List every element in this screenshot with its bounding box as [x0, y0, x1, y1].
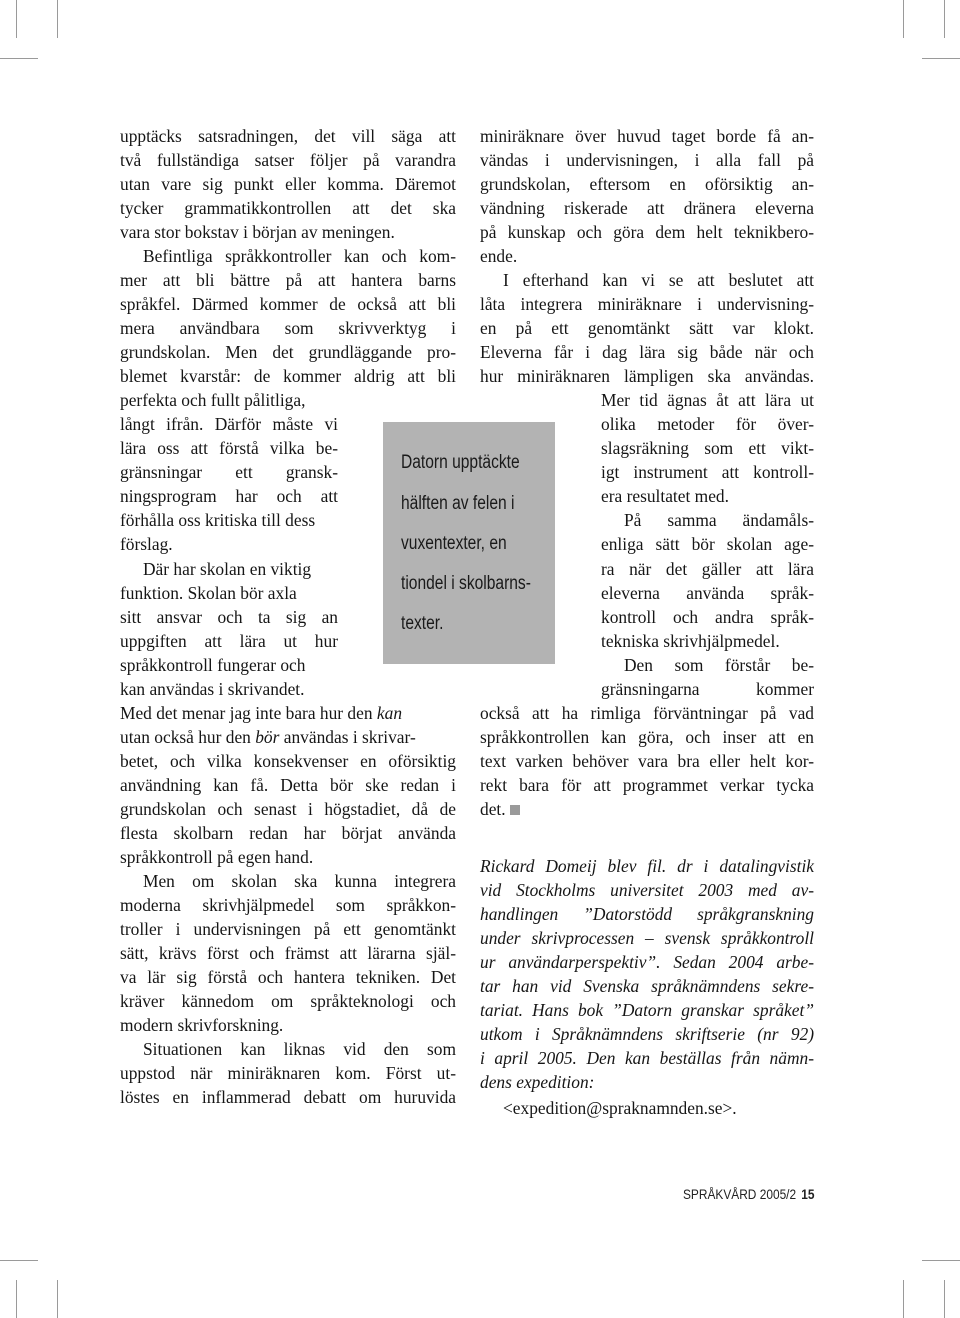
publication-name: SPRÅKVÅRD 2005/2 — [683, 1186, 797, 1202]
body-text-line: på kunskap och göra dem helt teknikbero- — [480, 222, 814, 242]
body-text-line: modern skrivforskning. — [120, 1015, 284, 1035]
pull-quote-line: hälften av felen i — [401, 493, 515, 514]
page-footer — [683, 1186, 814, 1202]
text-run: utan också hur den — [120, 727, 251, 747]
bio-line: i april 2005. Den kan beställas från nämn- — [480, 1048, 814, 1068]
bio-line: under skrivprocessen – svensk språkkontroll — [480, 928, 814, 948]
body-text-line: hur miniräknaren lämpligen ska användas. — [480, 366, 814, 386]
body-text-line: Den som förstår be- — [624, 655, 814, 675]
crop-mark — [16, 0, 17, 38]
text-run: Med det menar jag inte bara hur den — [120, 703, 373, 723]
pull-quote-line: vuxentexter, en — [401, 533, 507, 554]
body-text-line: låta integrera miniräknare i undervisning- — [480, 294, 814, 314]
bio-line: handlingen ”Datorstödd språkgranskning — [480, 904, 814, 924]
body-text-line: Befintliga språkkontroller kan och kom- — [143, 246, 456, 266]
text-run: det. — [480, 799, 506, 819]
crop-mark — [16, 1280, 17, 1318]
pull-quote-box — [383, 422, 555, 664]
body-text-line: mera användbara som skrivverktyg i — [120, 318, 456, 338]
page-number: 15 — [801, 1186, 815, 1202]
body-text-line: betet, och vilka konsekvenser en oförsiktig — [120, 751, 456, 771]
crop-mark — [903, 0, 904, 38]
bio-line: tar han vid Svenska språknämndens sekre- — [480, 976, 814, 996]
body-text-line: ende. — [480, 246, 518, 266]
body-text-line: grundskolan och senast i högstadiet, då de — [120, 799, 456, 819]
bio-line: Rickard Domeij blev fil. dr i datalingvistik — [480, 856, 814, 876]
body-text-line: slagsräkning som ett vikt- — [601, 438, 814, 458]
body-text-line: uppstod när miniräknaren kom. Först ut- — [120, 1063, 456, 1083]
body-text-line: upptäcks satsradningen, det vill säga att — [120, 126, 456, 146]
body-text-line — [120, 701, 402, 725]
body-text-line: språkkontrollen kan göra, och inser att en — [480, 727, 814, 747]
body-text-line — [120, 725, 416, 749]
crop-mark — [944, 1280, 945, 1318]
body-text-line: ningsprogram har och att — [120, 486, 338, 506]
body-text-line: era resultatet med. — [601, 486, 729, 506]
body-text-line: mer att bli bättre på att hantera barns — [120, 270, 456, 290]
body-text-line: grundskolan. Men det grundläggande pro- — [120, 342, 456, 362]
body-text-line: rekt bara för att programmet verkar tycka — [480, 775, 814, 795]
crop-mark — [944, 0, 945, 38]
body-text-line: förslag. — [120, 534, 173, 554]
body-text-line: kräver kännedom om språkteknologi och — [120, 991, 456, 1011]
emphasis-text: kan — [376, 703, 403, 723]
body-text-line: troller i undervisningen på ett genomtänkt — [120, 919, 456, 939]
body-text-line: två fullständiga satser följer på varandra — [120, 150, 456, 170]
body-text-line: På samma ändamåls- — [624, 510, 814, 530]
body-text-line: Där har skolan en viktig — [143, 559, 312, 579]
crop-mark — [0, 58, 38, 59]
body-text-line: funktion. Skolan bör axla — [120, 583, 297, 603]
body-text-line: blemet kvarstår: de kommer aldrig att bli — [120, 366, 456, 386]
pull-quote-line: texter. — [401, 613, 444, 634]
crop-mark — [922, 1260, 960, 1261]
body-text-line: grundskolan, eftersom en oförsiktig an- — [480, 174, 814, 194]
body-text-line: vara stor bokstav i början av meningen. — [120, 222, 395, 242]
text-run: användas i skrivar- — [283, 727, 416, 747]
body-text-line: en på ett genomtänkt sätt var klokt. — [480, 318, 814, 338]
body-text-line: språkkontroll fungerar och — [120, 655, 306, 675]
end-mark-icon — [510, 805, 520, 815]
body-text-line: uppgiften att lära ut hur — [120, 631, 338, 651]
body-text-line: Situationen kan liknas vid den som — [143, 1039, 456, 1059]
crop-mark — [57, 0, 58, 38]
body-text-line: va lär sig förstå och hantera tekniken. Det — [120, 967, 456, 987]
emphasis-text: bör — [255, 727, 280, 747]
crop-mark — [903, 1280, 904, 1318]
body-text-line: Men om skolan ska kunna integrera — [143, 871, 456, 891]
bio-line: dens expedition: — [480, 1072, 595, 1092]
body-text-line: flesta skolbarn redan har börjat använda — [120, 823, 456, 843]
body-text-line: vändas i undervisningen, i alla fall på — [480, 150, 814, 170]
body-text-line: språkfel. Därmed kommer de också att bli — [120, 294, 456, 314]
bio-line: tariat. Hans bok ”Datorn granskar språket” — [480, 1000, 814, 1020]
body-text-line: Mer tid ägnas åt att lära ut — [601, 390, 814, 410]
body-text-line: kan användas i skrivandet. — [120, 679, 305, 699]
body-text-line: perfekta och fullt pålitliga, — [120, 390, 306, 410]
pull-quote-line: tiondel i skolbarns- — [401, 573, 531, 594]
body-text-line: igt instrument att kontroll- — [601, 462, 814, 482]
crop-mark — [0, 1260, 38, 1261]
body-text-line: tycker grammatikkontrollen att det ska — [120, 198, 456, 218]
body-text-line: användning kan få. Detta bör ske redan i — [120, 775, 456, 795]
body-text-line: enliga sätt bör skolan age- — [601, 534, 814, 554]
body-text-line: Eleverna får i dag lära sig både när och — [480, 342, 814, 362]
body-text-line: miniräknare över huvud taget borde få an- — [480, 126, 814, 146]
body-text-line: ra när det gäller att lära — [601, 559, 814, 579]
bio-line: ur användarperspektiv”. Sedan 2004 arbe- — [480, 952, 814, 972]
body-text-line: kontroll och andra språk- — [601, 607, 814, 627]
crop-mark — [922, 58, 960, 59]
body-text-line: text varken behöver vara bra eller helt kor- — [480, 751, 814, 771]
body-text-line: utan vare sig punkt eller komma. Däremot — [120, 174, 456, 194]
body-text-line: moderna skrivhjälpmedel som språkkon- — [120, 895, 456, 915]
body-text-line: sitt ansvar och ta sig an — [120, 607, 338, 627]
body-text-line: språkkontroll på egen hand. — [120, 847, 314, 867]
body-text-line: I efterhand kan vi se att beslutet att — [503, 270, 814, 290]
bio-line: utkom i Språknämndens skriftserie (nr 92) — [480, 1024, 814, 1044]
crop-mark — [57, 1280, 58, 1318]
body-text-line: också att ha rimliga förväntningar på vad — [480, 703, 814, 723]
body-text-line: förhålla oss kritiska till dess — [120, 510, 316, 530]
body-text-line: eleverna använda språk- — [601, 583, 814, 603]
bio-email: <expedition@spraknamnden.se>. — [503, 1098, 737, 1118]
pull-quote-line: Datorn upptäckte — [401, 452, 520, 473]
body-text-line: olika metoder för över- — [601, 414, 814, 434]
body-text-line: lära oss att förstå vilka be- — [120, 438, 338, 458]
body-text-line: sätt, krävs först och främst att lärarna själ- — [120, 943, 456, 963]
bio-line: vid Stockholms universitet 2003 med av- — [480, 880, 814, 900]
body-text-line — [480, 797, 520, 821]
body-text-line: gränsningarna kommer — [601, 679, 814, 699]
body-text-line: gränsningar ett gransk- — [120, 462, 338, 482]
body-text-line: tekniska skrivhjälpmedel. — [601, 631, 780, 651]
body-text-line: långt ifrån. Därför måste vi — [120, 414, 338, 434]
body-text-line: vändning riskerade att dränera eleverna — [480, 198, 814, 218]
body-text-line: löstes en inflammerad debatt om huruvida — [120, 1087, 456, 1107]
